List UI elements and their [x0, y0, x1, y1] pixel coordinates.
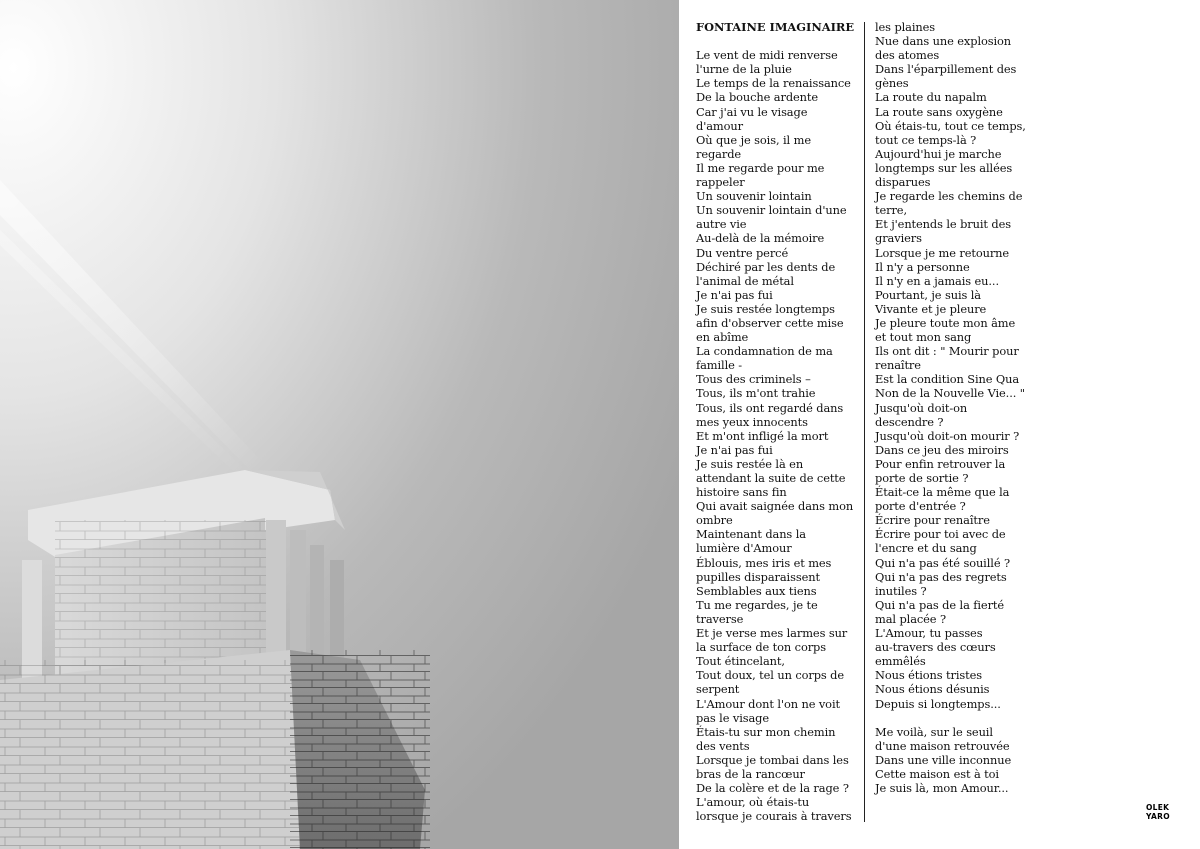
- poem-text-right: les plaines Nue dans une explosion des atomes Dans l'éparpillement des gènes La route du napalm La route sans oxygène Où étais-tu, tout ce temps, tout ce temps-là ? Aujourd'hui je marche longtemps sur les allées disparues Je regarde les chemins de terre, Et j'entends le bruit des graviers Lorsque je me retourne Il n'y a personne Il n'y en a jamais eu... Pourtant, je suis là Vivante et je pleure Je pleure toute mon âme et tout mon sang Ils ont dit : " Mourir pour renaître Est la condition Sine Qua Non de la Nouvelle Vie... " Jusqu'où doit-on descendre ? Jusqu'où doit-on mourir ? Dans ce jeu des miroirs Pour enfin retrouver la porte de sortie ? Était-ce la même que la porte d'entrée ? Écrire pour renaître Écrire pour toi avec de l'encre et du sang Qui n'a pas été souillé ? Qui n'a pas des regrets inutiles ? Qui n'a pas de la fierté mal placée ? L'Amour, tu passes au-travers des cœurs emmêlés Nous étions tristes Nous étions désunis Depuis si longtemps... Me voilà, sur le seuil d'une maison retrouvée Dans une ville inconnue Cette maison est à toi Je suis là, mon Amour...: [875, 20, 1026, 796]
- column-divider: [864, 22, 865, 822]
- poem-page: [679, 0, 1200, 849]
- poem-column-left: [696, 20, 858, 823]
- author-logo: [1146, 803, 1170, 821]
- author-logo-line2: YARO: [1146, 812, 1170, 821]
- author-logo-line1: OLEK: [1146, 803, 1170, 812]
- poem-text-left: Le vent de midi renverse l'urne de la pluie Le temps de la renaissance De la bouche ardente Car j'ai vu le visage d'amour Où que je sois, il me regarde Il me regarde pour me rappeler Un souvenir lointain Un souvenir lointain d'une autre vie Au-delà de la mémoire Du ventre percé Déchiré par les dents de l'animal de métal Je n'ai pas fui Je suis restée longtemps afin d'observer cette mise en abîme La condamnation de ma famille - Tous des criminels – Tous, ils m'ont trahie Tous, ils ont regardé dans mes yeux innocents Et m'ont infligé la mort Je n'ai pas fui Je suis restée là en attendant la suite de cette histoire sans fin Qui avait saignée dans mon ombre Maintenant dans la lumière d'Amour Éblouis, mes iris et mes pupilles disparaissent Semblables aux tiens Tu me regardes, je te traverse Et je verse mes larmes sur la surface de ton corps Tout étincelant, Tout doux, tel un corps de serpent L'Amour dont l'on ne voit pas le visage Étais-tu sur mon chemin des vents Lorsque je tombai dans les bras de la rancœur De la colère et de la rage ? L'amour, où étais-tu lorsque je courais à travers: [696, 48, 854, 824]
- poem-title: FONTAINE IMAGINAIRE: [696, 20, 855, 34]
